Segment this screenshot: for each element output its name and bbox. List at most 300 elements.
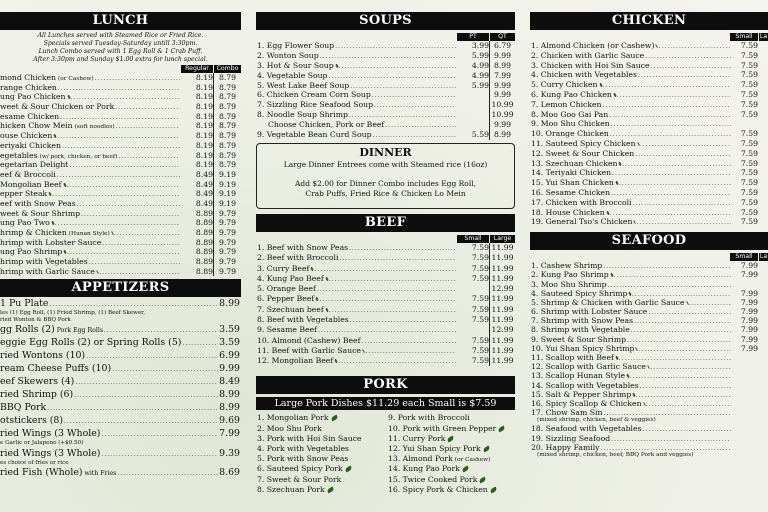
dotted-leader — [372, 90, 456, 100]
lunch-section — [0, 12, 241, 479]
appetizer-note: Pork Egg Rolls — [56, 327, 103, 335]
menu-item-row — [531, 90, 768, 100]
menu-item-name: 9. Sweet & Sour Shrimp — [531, 334, 627, 344]
menu-item-row — [0, 180, 241, 190]
dinner-line: Large Dinner Entrees come with Steamed rice (16oz) — [283, 159, 488, 169]
quart-price: 8.99 — [489, 130, 515, 140]
menu-item-row — [257, 110, 515, 120]
dotted-leader — [57, 131, 180, 141]
menu-item-row — [531, 129, 768, 139]
dotted-leader — [619, 353, 731, 362]
menu-item-name: 5. Shrimp & Chicken with Garlic Sauce — [531, 297, 685, 307]
appetizer-row — [0, 323, 240, 336]
large-price: 11.99 — [489, 253, 515, 263]
dotted-leader — [101, 447, 218, 460]
small-price: 7.59 — [740, 138, 758, 148]
appetizer-price: 7.99 — [219, 428, 240, 440]
small-price: 7.59 — [740, 41, 758, 50]
pork-item-name: 7. Sweet & Sour Pork — [257, 474, 342, 484]
dotted-leader — [115, 102, 180, 112]
dotted-leader — [338, 356, 456, 366]
menu-item-note: (w/ pork, chicken, or beef) — [39, 153, 118, 160]
pork-item-name: 3. Pork with Hoi Sin Sauce — [257, 433, 362, 443]
menu-item-name: 6. Shrimp with Lobster Sauce — [531, 307, 648, 317]
small-price: 7.59 — [740, 178, 758, 188]
small-price: 7.59 — [740, 129, 758, 139]
menu-item-name: 14. Scallop with Vegetables — [531, 380, 639, 390]
small-price: 7.59 — [471, 314, 489, 324]
dotted-leader — [603, 261, 731, 270]
lunch-note: Specials served Tuesday-Saturday untill 3:30pm. — [43, 40, 198, 47]
regular-price: 8.19 — [195, 82, 213, 92]
pork-item-name: 10. Pork with Green Pepper — [388, 423, 497, 433]
menu-item-name: 1. Almond Chicken (or Cashew) — [531, 41, 655, 50]
menu-item-row — [0, 92, 241, 102]
quart-price: 7.99 — [489, 71, 515, 81]
menu-item-row — [531, 280, 768, 289]
combo-price: 9.79 — [213, 247, 241, 257]
combo-column-header: Combo — [214, 65, 241, 73]
small-price: 7.59 — [740, 158, 758, 168]
appetizer-row — [0, 401, 240, 414]
seafood-item-list — [530, 261, 768, 459]
spicy-pepper-icon — [489, 486, 497, 493]
menu-item-row — [257, 90, 515, 100]
dotted-leader — [622, 159, 731, 169]
combo-price: 8.79 — [213, 160, 241, 170]
menu-item-name: 2. Kung Pao Shrimp — [531, 270, 609, 280]
menu-item-row — [531, 325, 768, 334]
regular-price: 8.19 — [195, 140, 213, 150]
menu-item-name: 4. Kung Pao Beef — [257, 273, 324, 283]
small-price: 7.99 — [740, 261, 758, 271]
spicy-pepper-icon — [599, 83, 603, 87]
menu-item-name: 6. Chicken Cream Corn Soup — [257, 90, 371, 100]
large-column-header: La — [759, 253, 768, 261]
appetizer-price: 6.99 — [219, 350, 240, 362]
pork-list-left — [256, 413, 388, 495]
appetizer-description: ried Wonton & BBQ Pork — [0, 316, 71, 323]
menu-item-name: 12. Sweet & Sour Chicken — [531, 148, 635, 158]
small-price: 7.59 — [471, 294, 489, 304]
regular-price: 8.89 — [195, 218, 213, 228]
small-column-header: Small — [730, 253, 758, 261]
appetizer-description: e Garlic or Jalapeno (+$0.50) — [0, 440, 84, 447]
beef-title: BEEF — [256, 214, 515, 232]
menu-item-name: 11. Sauteed Spicy Chicken — [531, 138, 636, 148]
spicy-pepper-icon — [330, 415, 338, 422]
dotted-leader — [70, 92, 180, 102]
menu-item-name: 18. House Chicken — [531, 207, 605, 217]
pork-item-name: 1. Mongolian Pork — [257, 413, 329, 423]
dotted-leader — [60, 112, 180, 122]
dotted-leader — [373, 130, 456, 140]
menu-item-row — [531, 270, 768, 279]
appetizer-name: ried Shrimp (6) — [0, 389, 74, 401]
pork-item-row — [257, 454, 388, 464]
regular-price: 8.89 — [195, 228, 213, 237]
menu-item-row — [531, 217, 768, 227]
menu-item-row — [257, 100, 515, 110]
dotted-leader — [328, 71, 456, 81]
menu-item-name: 18. Seafood with Vegetables — [531, 424, 642, 434]
dotted-leader — [86, 349, 218, 362]
menu-item-name: 5. Curry Chicken — [531, 80, 598, 90]
appetizer-price: 8.99 — [219, 298, 240, 310]
menu-item-row — [531, 344, 768, 353]
menu-item-name: 13. Szechuan Chicken — [531, 158, 618, 168]
dotted-leader — [610, 208, 731, 218]
seafood-title: SEAFOOD — [530, 232, 768, 250]
dotted-leader — [365, 346, 456, 356]
pork-item-name: 14. Kung Pao Pork — [388, 464, 460, 474]
appetizer-price: 9.69 — [219, 415, 240, 427]
lunch-column-headers — [0, 65, 241, 73]
menu-item-name: 19. Sizzling Seafood — [531, 433, 611, 443]
regular-price: 8.19 — [195, 111, 213, 121]
quart-price: 8.99 — [489, 61, 515, 71]
pork-item-name: 16. Spicy Pork & Chicken — [388, 484, 488, 494]
menu-item-name: hrimp with Vegetables — [0, 257, 88, 267]
dotted-leader — [74, 388, 218, 401]
pork-item-name: 9. Pork with Broccoli — [388, 413, 470, 423]
appetizer-name: ried Wings (3 Whole) — [0, 428, 101, 440]
dotted-leader — [349, 110, 456, 120]
dotted-leader — [617, 90, 731, 100]
menu-item-name: 1. Cashew Shrimp — [531, 261, 603, 271]
small-price: 7.99 — [740, 316, 758, 326]
dinner-line: Add $2.00 for Dinner Combo includes Egg Roll, — [295, 178, 476, 188]
menu-item-name: esame Chicken — [0, 111, 60, 121]
menu-item-row — [531, 298, 768, 307]
dotted-leader — [55, 218, 180, 228]
pork-item-grid — [256, 413, 515, 495]
dotted-leader — [632, 289, 731, 298]
dotted-leader — [52, 189, 180, 199]
dotted-leader — [64, 414, 218, 427]
appetizer-price: 8.69 — [219, 467, 240, 479]
regular-price: 8.49 — [195, 198, 213, 208]
pork-item-row — [257, 475, 388, 485]
menu-item-name: eriyaki Chicken — [0, 140, 61, 150]
menu-item-name: ung Pao Shrimp — [0, 247, 63, 257]
small-price: 7.99 — [740, 288, 758, 298]
spicy-pepper-icon — [447, 435, 455, 442]
small-price: 7.59 — [740, 197, 758, 207]
dotted-leader — [603, 80, 731, 90]
dotted-leader — [611, 119, 731, 129]
pork-item-row — [388, 464, 515, 474]
small-price: 7.59 — [740, 60, 758, 70]
menu-item-name: 6. Pepper Beef — [257, 294, 315, 304]
dotted-leader — [335, 41, 456, 51]
menu-item-note: (Hunan Style) — [68, 231, 110, 237]
large-price: 11.99 — [489, 274, 515, 284]
menu-item-name: hrimp with Lobster Sauce — [0, 237, 102, 247]
dinner-title: DINNER — [359, 145, 412, 159]
pork-item-note: (or Cashew) — [454, 457, 491, 464]
pork-item-row — [257, 444, 388, 454]
dotted-leader — [659, 41, 731, 51]
dotted-leader — [104, 323, 218, 336]
menu-item-name: 1. Egg Flower Soup — [257, 41, 335, 50]
small-price: 7.99 — [740, 334, 758, 344]
dotted-leader — [646, 399, 731, 408]
small-price: 7.99 — [740, 270, 758, 280]
appetizer-row — [0, 447, 240, 460]
appetizer-price: 8.99 — [219, 389, 240, 401]
dotted-leader — [318, 325, 456, 335]
small-price: 7.59 — [471, 356, 489, 366]
small-price: 7.59 — [471, 253, 489, 263]
menu-item-row — [257, 356, 515, 366]
pork-price-banner: Large Pork Dishes $11.29 each Small is $7.59 — [256, 397, 515, 410]
pork-item-name: 15. Twice Cooked Pork — [388, 474, 478, 484]
dotted-leader — [102, 238, 180, 248]
dotted-leader — [642, 424, 731, 433]
menu-item-row — [257, 243, 515, 253]
menu-item-name: 10. Almond (Cashew) Beef — [257, 335, 361, 345]
dotted-leader — [640, 139, 731, 149]
dotted-leader — [349, 243, 456, 253]
dotted-leader — [329, 274, 456, 284]
small-price: 7.59 — [740, 207, 758, 217]
menu-item-name: mond Chicken — [0, 73, 56, 82]
menu-item-name: 13. Scallop Hunan Style — [531, 371, 626, 381]
menu-item-row — [531, 198, 768, 208]
dotted-leader — [114, 228, 180, 238]
menu-item-name: ung Pao Two — [0, 218, 50, 228]
dotted-leader — [603, 100, 731, 110]
dotted-leader — [637, 217, 731, 227]
menu-item-row — [0, 112, 241, 122]
dotted-leader — [101, 427, 218, 440]
small-price: 7.59 — [740, 50, 758, 60]
combo-price: 9.19 — [213, 189, 241, 199]
pork-item-row — [257, 485, 388, 495]
menu-item-name: 2. Chicken with Garlic Sauce — [531, 50, 645, 60]
menu-item-row — [0, 209, 241, 219]
dotted-leader — [639, 344, 731, 353]
pork-item-name: 6. Sauteed Spicy Pork — [257, 464, 343, 474]
menu-item-row — [257, 130, 515, 140]
menu-item-row — [257, 346, 515, 356]
regular-price: 8.49 — [195, 169, 213, 179]
large-price: 11.99 — [489, 305, 515, 315]
large-column-header: Large — [490, 235, 515, 243]
menu-item-name: 7. Lemon Chicken — [531, 99, 602, 109]
menu-item-row — [0, 189, 241, 199]
quart-price: 9.99 — [489, 90, 515, 100]
spicy-pepper-icon — [344, 466, 352, 473]
lunch-title: LUNCH — [0, 12, 241, 30]
combo-price: 8.79 — [213, 141, 241, 151]
menu-item-name: hrimp with Garlic Sauce — [0, 266, 95, 276]
menu-item-row — [257, 61, 515, 71]
small-price: 7.59 — [740, 109, 758, 119]
appetizer-row — [0, 388, 240, 401]
combo-price: 9.79 — [213, 238, 241, 248]
dotted-leader — [630, 371, 731, 380]
menu-item-row — [0, 228, 241, 238]
chicken-column-headers — [530, 33, 768, 41]
menu-item-name: 3. Hot & Sour Soup — [257, 60, 334, 70]
large-column-header: La — [759, 33, 768, 40]
menu-item-name: 17. Chicken with Broccoli — [531, 197, 632, 207]
appetizer-name: gg Rolls (2) — [0, 324, 55, 336]
appetizer-name: ried Fish (Whole) — [0, 467, 83, 479]
appetizer-row — [0, 349, 240, 362]
dinner-info-box — [256, 143, 515, 209]
menu-item-row — [257, 71, 515, 81]
menu-item-row — [0, 267, 241, 277]
menu-item-row — [0, 218, 241, 228]
appetizer-price: 9.99 — [219, 363, 240, 375]
pork-item-row — [257, 413, 388, 423]
dotted-leader — [609, 110, 731, 120]
chicken-title: CHICKEN — [530, 12, 768, 30]
dotted-leader — [89, 257, 180, 267]
menu-item-row — [531, 399, 768, 408]
combo-price: 9.79 — [213, 209, 241, 219]
appetizer-name: ried Wings (3 Whole) — [0, 447, 101, 459]
appetizer-row — [0, 466, 240, 479]
menu-item-name: 11. Beef with Garlic Sauce — [257, 345, 361, 355]
appetizer-price: 8.49 — [219, 376, 240, 388]
dotted-leader — [75, 375, 218, 388]
menu-item-row — [257, 325, 515, 335]
dotted-leader — [614, 270, 731, 279]
appetizer-row — [0, 336, 240, 349]
menu-item-name: 14. Teriyaki Chicken — [531, 168, 612, 178]
lunch-note: All Lunches served with Steamed Rice or Fried Rice. — [37, 32, 204, 39]
dotted-leader — [636, 390, 731, 399]
soups-title: SOUPS — [256, 12, 515, 30]
regular-price: 8.89 — [195, 208, 213, 218]
small-price: 7.59 — [471, 335, 489, 345]
dotted-leader — [117, 466, 218, 479]
quart-price: 10.99 — [489, 100, 515, 110]
regular-price: 8.49 — [195, 179, 213, 189]
menu-item-name: 16. Spicy Scallop & Chicken — [531, 398, 642, 408]
dotted-leader — [67, 247, 180, 257]
quart-price: 9.99 — [489, 81, 515, 91]
menu-item-row — [0, 121, 241, 131]
dotted-leader — [57, 170, 180, 180]
small-price: 7.99 — [740, 297, 758, 307]
seafood-column-headers — [530, 253, 768, 261]
menu-item-row — [531, 316, 768, 325]
menu-item-row — [531, 139, 768, 149]
appetizer-row — [0, 375, 240, 388]
appetizer-row — [0, 427, 240, 440]
appetizer-name: eggie Egg Rolls (2) or Spring Rolls (5) — [0, 337, 182, 349]
menu-item-name: hrimp & Chicken — [0, 228, 67, 237]
regular-price: 8.19 — [195, 121, 213, 131]
pork-item-row — [257, 424, 388, 434]
menu-item-row — [531, 110, 768, 120]
small-price: 7.59 — [740, 217, 758, 227]
dotted-leader — [66, 180, 180, 190]
menu-item-row — [531, 362, 768, 371]
menu-item-row — [0, 102, 241, 112]
pork-item-name: 13. Almond Pork — [388, 454, 453, 464]
menu-item-row — [531, 178, 768, 188]
large-price: 11.99 — [489, 346, 515, 356]
appetizer-row — [0, 414, 240, 427]
menu-item-row — [531, 80, 768, 90]
dotted-leader — [49, 297, 218, 310]
regular-price: 8.89 — [195, 266, 213, 276]
dotted-leader — [47, 401, 218, 414]
menu-item-note: (or Cashew) — [58, 76, 94, 82]
small-price: 7.59 — [471, 242, 489, 252]
menu-item-name: 19. General Tso's Chicken — [531, 217, 633, 227]
dotted-leader — [650, 362, 731, 371]
regular-price: 8.19 — [195, 160, 213, 170]
menu-item-name: hicken Chow Mein — [0, 121, 73, 131]
pt-column-header: PT — [457, 33, 489, 41]
dotted-leader — [182, 336, 218, 349]
pork-item-name: 4. Pork with Vegetables — [257, 444, 349, 454]
combo-price: 9.79 — [213, 267, 241, 277]
quart-price: 9.99 — [489, 51, 515, 61]
pork-item-row — [388, 444, 515, 454]
large-price: 11.99 — [489, 336, 515, 346]
menu-item-name: 2. Beef with Broccoli — [257, 253, 339, 263]
menu-item-row — [531, 168, 768, 178]
combo-price: 8.79 — [213, 102, 241, 112]
combo-price: 8.79 — [213, 83, 241, 93]
appetizer-name: 1 Pu Plate — [0, 298, 49, 310]
menu-item-row — [531, 61, 768, 71]
menu-item-name: 8. Noodle Soup Shrimp — [257, 110, 348, 120]
dotted-leader — [640, 381, 731, 390]
large-price: 11.99 — [489, 315, 515, 325]
large-price: 12.99 — [489, 284, 515, 294]
menu-item-row — [531, 289, 768, 298]
appetizer-name: ried Wontons (10) — [0, 350, 86, 362]
large-price: 12.99 — [489, 325, 515, 335]
menu-item-row — [531, 353, 768, 362]
menu-item-name: 11. Scallop with Beef — [531, 353, 614, 363]
combo-price: 8.79 — [213, 112, 241, 122]
pork-item-row — [257, 464, 388, 474]
menu-item-row — [531, 70, 768, 80]
menu-item-row — [257, 253, 515, 263]
menu-item-name: 10. Yui Shan Spicy Shrimp — [531, 343, 635, 353]
quart-price: 6.79 — [489, 41, 515, 51]
quart-price: 10.99 — [489, 110, 515, 120]
menu-item-row — [531, 261, 768, 270]
regular-price: 8.19 — [195, 92, 213, 102]
dotted-leader — [612, 168, 731, 178]
menu-item-name: 7. Szechuan beef — [257, 304, 324, 314]
dotted-leader — [361, 336, 456, 346]
menu-item-name: 16. Sesame Chicken — [531, 187, 611, 197]
menu-item-name: 7. Shrimp with Snow Peas — [531, 316, 634, 326]
pork-item-name: 8. Szechuan Pork — [257, 484, 325, 494]
pork-item-row — [388, 413, 515, 423]
dotted-leader — [688, 298, 731, 307]
regular-price: 8.89 — [195, 247, 213, 257]
menu-item-row — [0, 83, 241, 93]
dotted-leader — [648, 307, 731, 316]
middle-column — [256, 12, 515, 495]
appetizers-item-list — [0, 297, 241, 479]
small-price: 7.59 — [471, 263, 489, 273]
lunch-notes — [0, 30, 241, 65]
